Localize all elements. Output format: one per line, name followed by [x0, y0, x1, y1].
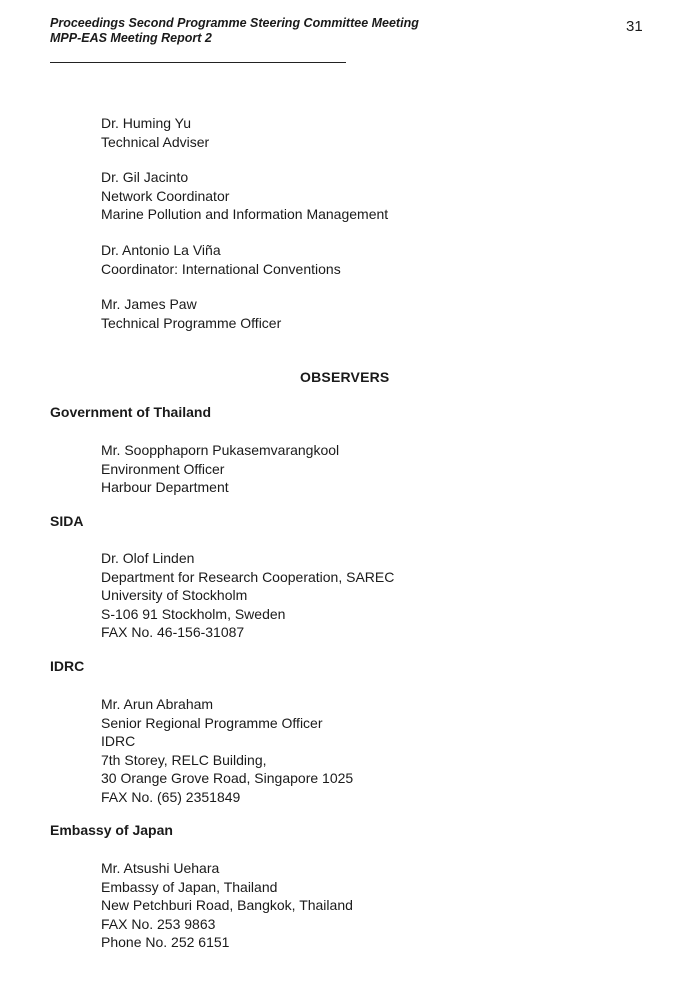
staff-unit: Marine Pollution and Information Management — [101, 206, 389, 223]
observer-department: Department for Research Cooperation, SAREC — [101, 568, 395, 585]
observers-heading: OBSERVERS — [300, 369, 390, 385]
observer-org-sida: SIDA — [50, 513, 84, 529]
staff-title: Network Coordinator — [101, 187, 230, 204]
observer-name: Mr. Arun Abraham — [101, 696, 214, 712]
observer-name: Mr. Atsushi Uehara — [101, 860, 220, 876]
observer-entry-japan — [101, 859, 353, 952]
header-report-name: MPP-EAS Meeting Report 2 — [50, 31, 212, 45]
observer-fax: FAX No. (65) 2351849 — [101, 788, 241, 805]
staff-entry-3 — [101, 241, 341, 278]
header-title: Proceedings Second Programme Steering Committee Meeting — [50, 16, 419, 30]
observer-title: Senior Regional Programme Officer — [101, 714, 323, 731]
staff-name: Dr. Antonio La Viña — [101, 242, 221, 258]
header-rule — [50, 62, 346, 63]
observer-org-japan: Embassy of Japan — [50, 822, 173, 838]
observer-entry-idrc — [101, 695, 353, 807]
staff-entry-2 — [101, 168, 388, 224]
observer-institution: IDRC — [101, 733, 136, 750]
observer-address-line-2: 30 Orange Grove Road, Singapore 1025 — [101, 770, 354, 787]
staff-name: Dr. Gil Jacinto — [101, 169, 189, 185]
staff-entry-4 — [101, 295, 281, 332]
observer-address-line-1: 7th Storey, RELC Building, — [101, 751, 267, 768]
staff-title: Technical Programme Officer — [101, 314, 282, 331]
running-header — [50, 16, 419, 46]
observer-fax: FAX No. 46-156-31087 — [101, 624, 245, 641]
observer-entry-thailand — [101, 441, 339, 497]
observer-department: Harbour Department — [101, 479, 229, 496]
staff-name: Dr. Huming Yu — [101, 115, 192, 131]
observer-name: Dr. Olof Linden — [101, 550, 195, 566]
observer-address: New Petchburi Road, Bangkok, Thailand — [101, 897, 353, 914]
observer-org-thailand: Government of Thailand — [50, 404, 212, 420]
observer-entry-sida — [101, 549, 394, 642]
staff-entry-1 — [101, 114, 209, 151]
observer-fax: FAX No. 253 9863 — [101, 915, 216, 932]
observer-address: S-106 91 Stockholm, Sweden — [101, 605, 286, 622]
staff-title: Coordinator: International Conventions — [101, 260, 341, 277]
observer-phone: Phone No. 252 6151 — [101, 934, 230, 951]
staff-title: Technical Adviser — [101, 133, 210, 150]
observer-institution: Embassy of Japan, Thailand — [101, 878, 278, 895]
observer-institution: University of Stockholm — [101, 587, 248, 604]
observer-org-idrc: IDRC — [50, 658, 85, 674]
page-number: 31 — [626, 18, 643, 35]
staff-name: Mr. James Paw — [101, 296, 197, 312]
observer-title: Environment Officer — [101, 460, 225, 477]
observer-name: Mr. Soopphaporn Pukasemvarangkool — [101, 442, 340, 458]
